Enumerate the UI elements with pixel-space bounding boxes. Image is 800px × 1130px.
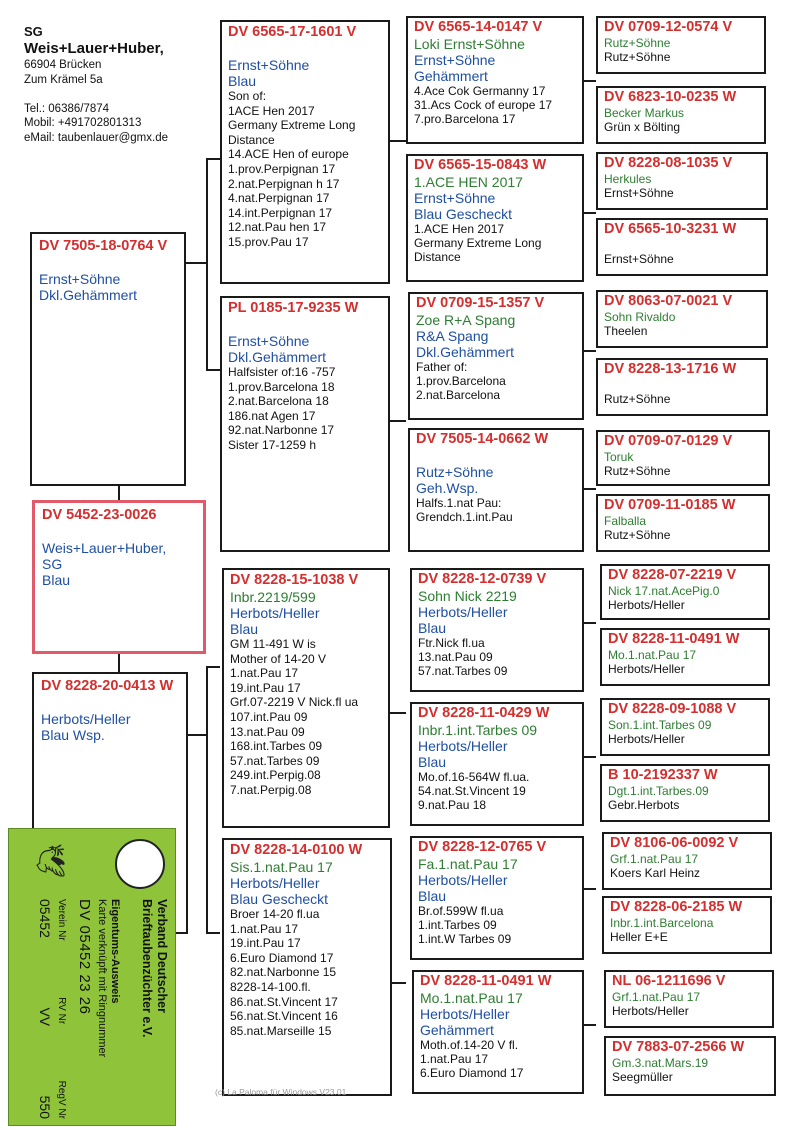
great-grandparent-details: Ftr.Nick fl.ua 13.nat.Pau 09 57.nat.Tarbes 09 — [418, 636, 508, 678]
great-grandparent-ring: DV 8228-12-0739 V — [418, 571, 547, 587]
ancestor-owner: Ernst+Söhne — [604, 186, 674, 200]
ancestor-card-4[interactable] — [596, 218, 768, 276]
owner-address: 66904 Brücken Zum Krämel 5a Tel.: 06386/7874 Mobil: +491702801313 eMail: taubenlauer@gmx.de — [24, 59, 169, 144]
ancestor-ring: DV 8228-09-1088 V — [608, 701, 737, 717]
great-grandparent-note: Sohn Nick 2219 — [418, 588, 517, 604]
ancestor-owner: Grün x Bölting — [604, 120, 681, 134]
subject-card[interactable] — [32, 500, 206, 654]
ancestor-card-15[interactable] — [604, 970, 774, 1028]
connector — [584, 80, 596, 82]
connector — [206, 666, 220, 668]
grandparent-ring: DV 8228-14-0100 W — [230, 842, 363, 858]
ancestor-ring: NL 06-1211696 V — [612, 973, 726, 989]
grandparent-card-2[interactable] — [220, 296, 390, 552]
ancestor-ring: DV 8228-13-1716 W — [604, 361, 737, 377]
ancestor-note: Sohn Rivaldo — [604, 310, 676, 324]
grandparent-owner-color: Ernst+Söhne Blau — [228, 57, 310, 89]
card-title: Eigentums-Ausweis Karte verknüpft mit Ringnummer — [96, 899, 121, 1058]
great-grandparent-details: Father of: 1.prov.Barcelona 2.nat.Barcelona — [416, 360, 506, 402]
connector — [185, 262, 207, 264]
ancestor-owner: Heller E+E — [610, 930, 668, 944]
card-labels: Verein Nr RV Nr RegV Nr — [56, 899, 67, 1119]
great-grandparent-details: Mo.of.16-564W fl.ua. 54.nat.St.Vincent 19 9.nat.Pau 18 — [418, 770, 530, 812]
ancestor-note: Toruk — [604, 450, 634, 464]
ancestor-card-8[interactable] — [596, 494, 770, 552]
great-grandparent-note: 1.ACE HEN 2017 — [414, 174, 523, 190]
connector — [118, 654, 120, 672]
grandparent-owner-color: Ernst+Söhne Dkl.Gehämmert — [228, 333, 327, 365]
grandparent-card-4[interactable] — [222, 838, 392, 1096]
great-grandparent-ring: DV 8228-11-0491 W — [420, 973, 552, 989]
card-organization: Verband Deutscher Brieftaubenzüchter e.V. — [140, 899, 169, 1038]
grandparent-ring: PL 0185-17-9235 W — [228, 300, 359, 316]
ancestor-owner: Herbots/Heller — [608, 732, 685, 746]
ancestor-card-7[interactable] — [596, 430, 770, 486]
ancestor-ring: DV 6823-10-0235 W — [604, 89, 737, 105]
grandparent-owner-color: Herbots/Heller Blau — [230, 605, 320, 637]
ancestor-ring: DV 8228-06-2185 W — [610, 899, 743, 915]
grandparent-details: Son of: 1ACE Hen 2017 Germany Extreme Long Distance 14.ACE Hen of europe 1.prov.Perpignan 17 2.nat.Perpignan h 17 4.nat.Perpignan 17 14.int.Perpignan 17 12.nat.Pau hen 17 15.prov.Pau 17 — [228, 89, 356, 249]
ancestor-card-3[interactable] — [596, 152, 768, 210]
grandparent-details: Broer 14-20 fl.ua 1.nat.Pau 17 19.int.Pau 17 6.Euro Diamond 17 82.nat.Narbonne 15 8228-14-100.fl. 86.nat.St.Vincent 17 56.nat.St.Vincent 16 85.nat.Marseille 15 — [230, 907, 338, 1038]
owner-name: Weis+Lauer+Huber, — [24, 40, 164, 57]
great-grandparent-details: Halfs.1.nat Pau: Grendch.1.int.Pau — [416, 496, 513, 524]
card-ring-number: DV 05452 23 26 — [76, 899, 93, 1015]
connector — [206, 158, 208, 370]
sire-card[interactable] — [30, 232, 186, 486]
connector — [584, 622, 596, 624]
ancestor-card-16[interactable] — [604, 1036, 776, 1096]
ancestor-owner: Herbots/Heller — [612, 1004, 689, 1018]
ancestor-ring: B 10-2192337 W — [608, 767, 718, 783]
ancestor-card-1[interactable] — [596, 16, 766, 74]
great-grandparent-details: Moth.of.14-20 V fl. 1.nat.Pau 17 6.Euro Diamond 17 — [420, 1038, 524, 1080]
sire-ring: DV 7505-18-0764 V — [39, 238, 168, 254]
great-grandparent-card-2[interactable] — [406, 154, 584, 282]
great-grandparent-note: Zoe R+A Spang — [416, 312, 516, 328]
great-grandparent-ring: DV 7505-14-0662 W — [416, 431, 549, 447]
great-grandparent-ring: DV 0709-15-1357 V — [416, 295, 545, 311]
great-grandparent-card-6[interactable] — [410, 702, 584, 826]
connector — [584, 756, 596, 758]
subject-info: Weis+Lauer+Huber, SG Blau — [42, 540, 167, 588]
connector — [390, 420, 406, 422]
grandparent-note: Inbr.2219/599 — [230, 589, 316, 605]
great-grandparent-owner-color: Herbots/Heller Blau — [418, 738, 508, 770]
great-grandparent-details: 4.Ace Cok Germanny 17 31.Acs Cock of europe 17 7.pro.Barcelona 17 — [414, 84, 553, 126]
connector — [584, 212, 596, 214]
owner-line1: SG — [24, 24, 43, 39]
ancestor-note: Gm.3.nat.Mars.19 — [612, 1056, 709, 1070]
ancestor-note: Grf.1.nat.Pau 17 — [610, 852, 699, 866]
connector — [584, 488, 596, 490]
ancestor-owner: Rutz+Söhne — [604, 464, 671, 478]
card-values: 05452 VV 550 — [37, 899, 53, 1119]
ancestor-ring: DV 0709-07-0129 V — [604, 433, 733, 449]
great-grandparent-note: Mo.1.nat.Pau 17 — [420, 990, 523, 1006]
ancestor-card-11[interactable] — [600, 698, 770, 756]
ancestor-card-12[interactable] — [600, 764, 770, 822]
ancestor-card-9[interactable] — [600, 564, 770, 620]
great-grandparent-note: Inbr.1.int.Tarbes 09 — [418, 722, 538, 738]
ancestor-card-13[interactable] — [602, 832, 772, 890]
bird-icon: 🕊 — [35, 843, 66, 879]
great-grandparent-owner-color: Ernst+Söhne Gehämmert — [414, 52, 496, 84]
ancestor-note: Inbr.1.int.Barcelona — [610, 916, 714, 930]
ownership-card-content — [9, 829, 176, 1126]
great-grandparent-owner-color: Herbots/Heller Blau — [418, 872, 508, 904]
ancestor-ring: DV 8063-07-0021 V — [604, 293, 733, 309]
grandparent-details: GM 11-491 W is Mother of 14-20 V 1.nat.Pau 17 19.int.Pau 17 Grf.07-2219 V Nick.fl ua 107.int.Pau 09 13.nat.Pau 09 168.int.Tarbes 09 57.nat.Tarbes 09 249.int.Perpig.08 7.nat.Perpig.08 — [230, 637, 359, 797]
great-grandparent-owner-color: Rutz+Söhne Geh.Wsp. — [416, 464, 494, 496]
ancestor-owner: Gebr.Herbots — [608, 798, 680, 812]
ancestor-owner: Rutz+Söhne — [604, 528, 671, 542]
connector — [206, 666, 208, 934]
connector — [118, 486, 120, 500]
great-grandparent-details: Br.of.599W fl.ua 1.int.Tarbes 09 1.int.W Tarbes 09 — [418, 904, 512, 946]
ancestor-ring: DV 8228-08-1035 V — [604, 155, 733, 171]
great-grandparent-card-7[interactable] — [410, 836, 584, 960]
great-grandparent-ring: DV 6565-14-0147 V — [414, 19, 543, 35]
connector — [390, 140, 406, 142]
connector — [584, 350, 596, 352]
ancestor-owner: Seegmüller — [612, 1070, 673, 1084]
ancestor-ring: DV 0709-12-0574 V — [604, 19, 733, 35]
great-grandparent-card-8[interactable] — [412, 970, 584, 1094]
ancestor-owner: Herbots/Heller — [608, 662, 685, 676]
association-seal-icon — [115, 839, 165, 889]
grandparent-ring: DV 6565-17-1601 V — [228, 24, 357, 40]
ancestor-note: Nick 17.nat.AcePig.0 — [608, 584, 720, 598]
great-grandparent-details: 1.ACE Hen 2017 Germany Extreme Long Distance — [414, 222, 542, 264]
ancestor-note: Grf.1.nat.Pau 17 — [612, 990, 701, 1004]
ancestor-card-2[interactable] — [596, 86, 766, 144]
ancestor-owner: Ernst+Söhne — [604, 252, 674, 266]
great-grandparent-ring: DV 8228-12-0765 V — [418, 839, 547, 855]
great-grandparent-ring: DV 8228-11-0429 W — [418, 705, 550, 721]
connector — [390, 982, 406, 984]
ancestor-owner: Herbots/Heller — [608, 598, 685, 612]
dam-ring: DV 8228-20-0413 W — [41, 678, 174, 694]
ancestor-note — [604, 378, 760, 392]
great-grandparent-note: Loki Ernst+Söhne — [414, 36, 525, 52]
ancestor-owner: Rutz+Söhne — [604, 50, 671, 64]
ancestor-note: Son.1.int.Tarbes 09 — [608, 718, 712, 732]
ownership-card — [8, 828, 176, 1126]
ancestor-ring: DV 0709-11-0185 W — [604, 497, 736, 513]
connector — [206, 932, 220, 934]
great-grandparent-card-1[interactable] — [406, 16, 584, 144]
grandparent-card-3[interactable] — [222, 568, 390, 828]
ancestor-note: Mo.1.nat.Pau 17 — [608, 648, 697, 662]
ancestor-note: Dgt.1.int.Tarbes.09 — [608, 784, 709, 798]
grandparent-owner-color: Herbots/Heller Blau Gescheckt — [230, 875, 329, 907]
connector — [390, 712, 406, 714]
ancestor-card-6[interactable] — [596, 358, 768, 416]
ancestor-card-14[interactable] — [602, 896, 772, 954]
grandparent-details: Halfsister of:16 -757 1.prov.Barcelona 18 2.nat.Barcelona 18 186.nat Agen 17 92.nat.Narbonne 17 Sister 17-1259 h — [228, 365, 336, 452]
connector — [584, 888, 596, 890]
great-grandparent-owner-color: R&A Spang Dkl.Gehämmert — [416, 328, 515, 360]
dam-info: Herbots/Heller Blau Wsp. — [41, 711, 131, 743]
ancestor-ring: DV 6565-10-3231 W — [604, 221, 737, 237]
great-grandparent-card-5[interactable] — [410, 568, 584, 692]
great-grandparent-ring: DV 6565-15-0843 W — [414, 157, 547, 173]
connector — [584, 1024, 596, 1026]
ancestor-ring: DV 8228-11-0491 W — [608, 631, 740, 647]
grandparent-card-1[interactable] — [220, 20, 390, 284]
ancestor-note: Falballa — [604, 514, 647, 528]
great-grandparent-owner-color: Herbots/Heller Gehämmert — [420, 1006, 510, 1038]
ancestor-note: Herkules — [604, 172, 652, 186]
ancestor-owner: Koers Karl Heinz — [610, 866, 701, 880]
software-footer: (c) La Paloma für Windows V23.01 — [215, 1087, 347, 1097]
great-grandparent-owner-color: Herbots/Heller Blau — [418, 604, 508, 636]
great-grandparent-owner-color: Ernst+Söhne Blau Gescheckt — [414, 190, 513, 222]
connector — [185, 734, 207, 736]
great-grandparent-card-3[interactable] — [408, 292, 584, 420]
ancestor-owner: Rutz+Söhne — [604, 392, 671, 406]
ancestor-note: Becker Markus — [604, 106, 685, 120]
sire-info: Ernst+Söhne Dkl.Gehämmert — [39, 271, 138, 303]
ancestor-ring: DV 8228-07-2219 V — [608, 567, 737, 583]
ancestor-card-5[interactable] — [596, 290, 768, 348]
grandparent-ring: DV 8228-15-1038 V — [230, 572, 359, 588]
ancestor-note: Rutz+Söhne — [604, 36, 671, 50]
grandparent-note: Sis.1.nat.Pau 17 — [230, 859, 333, 875]
ancestor-owner: Theelen — [604, 324, 648, 338]
ancestor-card-10[interactable] — [600, 628, 770, 686]
owner-header — [24, 24, 168, 145]
connector — [206, 369, 220, 371]
subject-ring: DV 5452-23-0026 — [42, 507, 157, 523]
ancestor-note — [604, 238, 760, 252]
great-grandparent-card-4[interactable] — [408, 428, 584, 552]
connector — [206, 158, 220, 160]
great-grandparent-note: Fa.1.nat.Pau 17 — [418, 856, 518, 872]
ancestor-ring: DV 8106-06-0092 V — [610, 835, 739, 851]
ancestor-ring: DV 7883-07-2566 W — [612, 1039, 745, 1055]
